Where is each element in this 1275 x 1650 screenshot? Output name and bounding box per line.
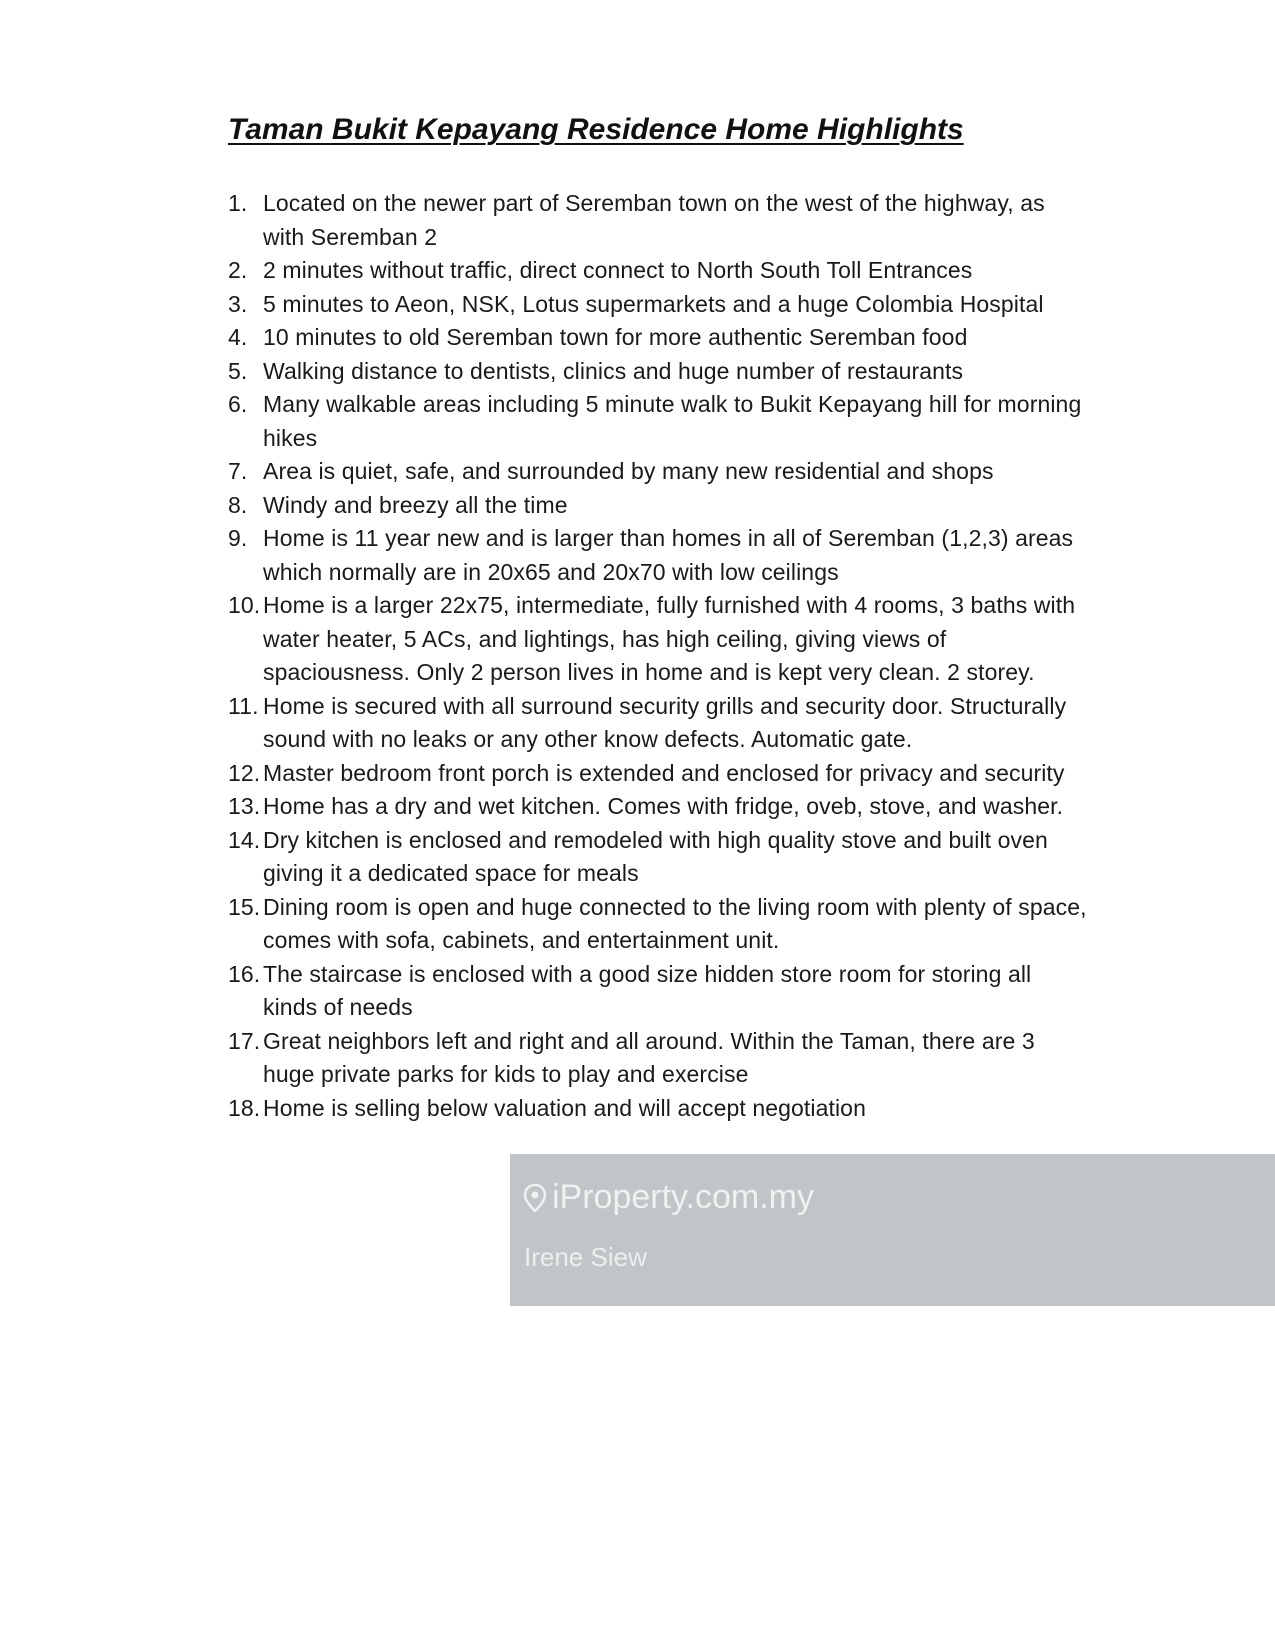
list-item-text: Windy and breezy all the time [263, 491, 568, 518]
list-item-number: 1. [228, 190, 248, 216]
list-item-text: Dining room is open and huge connected to the living room with plenty of space, comes with sofa, cabinets, and entertainment unit. [263, 893, 1087, 953]
list-item-text: Home is selling below valuation and will accept negotiation [263, 1094, 866, 1121]
list-item-number: 8. [228, 491, 248, 518]
watermark-logo-text: iProperty.com.my [552, 1178, 814, 1216]
list-item-number: 7. [228, 458, 248, 484]
highlights-list [228, 187, 1088, 1125]
list-item [228, 958, 1088, 1025]
list-item [228, 690, 1088, 757]
list-item-text: Home is secured with all surround security grills and security door. Structurally sound with no leaks or any other know defects. Automatic gate. [263, 692, 1067, 752]
list-item [228, 757, 1088, 791]
list-item-text: Home has a dry and wet kitchen. Comes with fridge, oveb, stove, and washer. [263, 793, 1064, 819]
list-item-text: 5 minutes to Aeon, NSK, Lotus supermarkets and a huge Colombia Hospital [263, 290, 1044, 317]
list-item [228, 824, 1088, 891]
list-item-text: Home is a larger 22x75, intermediate, fully furnished with 4 rooms, 3 baths with water heater, 5 ACs, and lightings, has high ceiling, giving views of spaciousness. Only 2 person lives in home and is kept very clean. 2 storey. [263, 592, 1076, 685]
location-pin-icon [524, 1184, 546, 1212]
list-item-text: Walking distance to dentists, clinics and huge number of restaurants [263, 357, 964, 384]
list-item [228, 388, 1088, 455]
list-item [228, 589, 1088, 690]
list-item-text: Area is quiet, safe, and surrounded by many new residential and shops [263, 458, 994, 484]
list-item [228, 1025, 1088, 1092]
list-item-number: 3. [228, 290, 248, 317]
watermark-agent-name: Irene Siew [524, 1242, 647, 1272]
list-item [228, 187, 1088, 254]
list-item-text: 10 minutes to old Seremban town for more authentic Seremban food [263, 324, 968, 350]
list-item [228, 455, 1088, 489]
list-item-number: 18. [228, 1094, 261, 1121]
list-item [228, 254, 1088, 288]
list-item-text: The staircase is enclosed with a good size hidden store room for storing all kinds of needs [263, 960, 1032, 1020]
list-item-number: 6. [228, 391, 248, 417]
list-item-text: 2 minutes without traffic, direct connect to North South Toll Entrances [263, 257, 973, 283]
list-item-number: 9. [228, 525, 248, 551]
watermark-overlay [510, 1154, 1275, 1306]
list-item [228, 489, 1088, 523]
list-item-number: 13. [228, 793, 261, 819]
list-item-number: 16. [228, 960, 261, 987]
document-title: Taman Bukit Kepayang Residence Home Highlights [228, 113, 964, 146]
watermark-logo [524, 1178, 814, 1217]
list-item [228, 891, 1088, 958]
list-item [228, 288, 1088, 322]
list-item-number: 2. [228, 257, 248, 283]
list-item-number: 12. [228, 759, 261, 786]
list-item-text: Great neighbors left and right and all around. Within the Taman, there are 3 huge private parks for kids to play and exercise [263, 1027, 1035, 1087]
list-item [228, 355, 1088, 389]
list-item-text: Dry kitchen is enclosed and remodeled with high quality stove and built oven giving it a dedicated space for meals [263, 826, 1048, 886]
list-item-number: 4. [228, 324, 248, 350]
list-item-text: Home is 11 year new and is larger than homes in all of Seremban (1,2,3) areas which normally are in 20x65 and 20x70 with low ceilings [263, 525, 1074, 585]
list-item-number: 11. [228, 692, 259, 719]
list-item [228, 321, 1088, 355]
list-item-number: 17. [228, 1027, 261, 1054]
list-item [228, 522, 1088, 589]
list-item-number: 14. [228, 826, 261, 853]
list-item-number: 5. [228, 357, 248, 384]
list-item-text: Master bedroom front porch is extended and enclosed for privacy and security [263, 759, 1065, 786]
list-item-number: 10. [228, 592, 261, 618]
list-item [228, 1092, 1088, 1126]
list-item-text: Many walkable areas including 5 minute walk to Bukit Kepayang hill for morning hikes [263, 391, 1082, 451]
list-item-number: 15. [228, 893, 261, 920]
list-item-text: Located on the newer part of Seremban town on the west of the highway, as with Seremban 2 [263, 190, 1045, 250]
list-item [228, 790, 1088, 824]
